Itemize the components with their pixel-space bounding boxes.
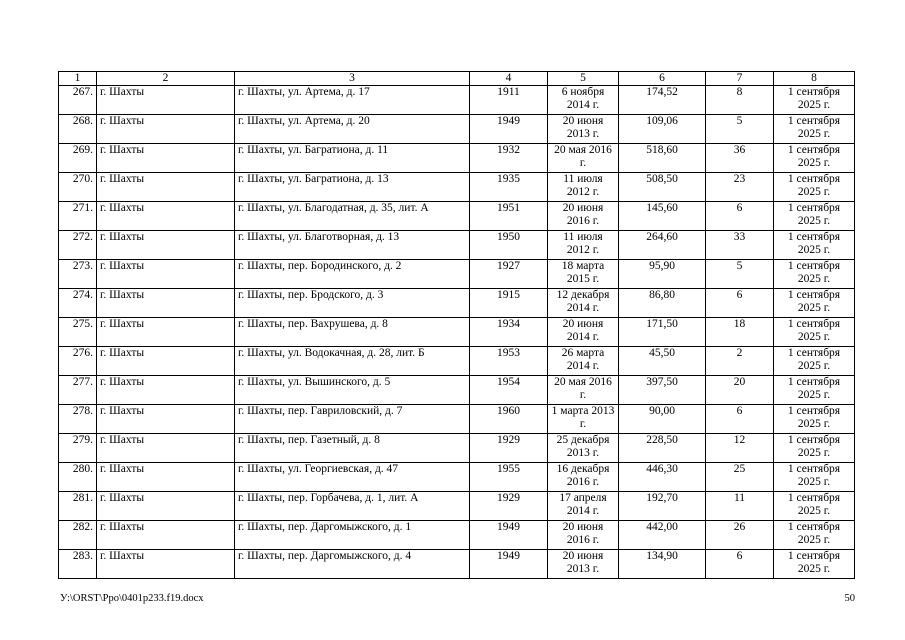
area-cell: 95,90 [619, 260, 706, 289]
city-cell: г. Шахты [97, 405, 235, 434]
city-cell: г. Шахты [97, 492, 235, 521]
table-row [59, 521, 855, 550]
year-cell: 1949 [470, 115, 548, 144]
area-cell: 518,60 [619, 144, 706, 173]
count-cell: 5 [706, 260, 774, 289]
table-header-row [59, 72, 855, 86]
table-row [59, 318, 855, 347]
deadline-cell: 1 сентября 2025 г. [774, 550, 855, 579]
address-cell: г. Шахты, ул. Багратиона, д. 13 [235, 173, 470, 202]
year-cell: 1929 [470, 492, 548, 521]
address-cell: г. Шахты, пер. Бородинского, д. 2 [235, 260, 470, 289]
date-cell: 20 июня 2013 г. [548, 550, 619, 579]
year-cell: 1953 [470, 347, 548, 376]
deadline-cell: 1 сентября 2025 г. [774, 115, 855, 144]
address-cell: г. Шахты, ул. Багратиона, д. 11 [235, 144, 470, 173]
row-number: 274. [59, 289, 97, 318]
year-cell: 1932 [470, 144, 548, 173]
area-cell: 192,70 [619, 492, 706, 521]
table-body [59, 86, 855, 579]
date-cell: 18 марта 2015 г. [548, 260, 619, 289]
deadline-cell: 1 сентября 2025 г. [774, 405, 855, 434]
city-cell: г. Шахты [97, 521, 235, 550]
deadline-cell: 1 сентября 2025 г. [774, 202, 855, 231]
date-cell: 20 июня 2016 г. [548, 521, 619, 550]
year-cell: 1929 [470, 434, 548, 463]
area-cell: 45,50 [619, 347, 706, 376]
table-row [59, 289, 855, 318]
column-header: 5 [548, 72, 619, 86]
date-cell: 20 июня 2016 г. [548, 202, 619, 231]
deadline-cell: 1 сентября 2025 г. [774, 260, 855, 289]
date-cell: 20 мая 2016 г. [548, 144, 619, 173]
city-cell: г. Шахты [97, 376, 235, 405]
table-row [59, 173, 855, 202]
date-cell: 20 июня 2013 г. [548, 115, 619, 144]
city-cell: г. Шахты [97, 347, 235, 376]
row-number: 283. [59, 550, 97, 579]
city-cell: г. Шахты [97, 550, 235, 579]
table-row [59, 405, 855, 434]
deadline-cell: 1 сентября 2025 г. [774, 347, 855, 376]
city-cell: г. Шахты [97, 463, 235, 492]
year-cell: 1955 [470, 463, 548, 492]
city-cell: г. Шахты [97, 231, 235, 260]
deadline-cell: 1 сентября 2025 г. [774, 463, 855, 492]
count-cell: 8 [706, 86, 774, 115]
column-header: 3 [235, 72, 470, 86]
row-number: 281. [59, 492, 97, 521]
deadline-cell: 1 сентября 2025 г. [774, 86, 855, 115]
count-cell: 25 [706, 463, 774, 492]
table-row [59, 115, 855, 144]
city-cell: г. Шахты [97, 434, 235, 463]
row-number: 279. [59, 434, 97, 463]
count-cell: 23 [706, 173, 774, 202]
row-number: 278. [59, 405, 97, 434]
count-cell: 26 [706, 521, 774, 550]
city-cell: г. Шахты [97, 144, 235, 173]
column-header: 4 [470, 72, 548, 86]
area-cell: 171,50 [619, 318, 706, 347]
table-row [59, 202, 855, 231]
deadline-cell: 1 сентября 2025 г. [774, 492, 855, 521]
year-cell: 1934 [470, 318, 548, 347]
year-cell: 1954 [470, 376, 548, 405]
city-cell: г. Шахты [97, 289, 235, 318]
year-cell: 1960 [470, 405, 548, 434]
address-cell: г. Шахты, ул. Георгиевская, д. 47 [235, 463, 470, 492]
row-number: 273. [59, 260, 97, 289]
area-cell: 145,60 [619, 202, 706, 231]
deadline-cell: 1 сентября 2025 г. [774, 144, 855, 173]
address-cell: г. Шахты, ул. Артема, д. 20 [235, 115, 470, 144]
date-cell: 1 марта 2013 г. [548, 405, 619, 434]
city-cell: г. Шахты [97, 173, 235, 202]
area-cell: 264,60 [619, 231, 706, 260]
city-cell: г. Шахты [97, 260, 235, 289]
area-cell: 508,50 [619, 173, 706, 202]
address-cell: г. Шахты, пер. Даргомыжского, д. 4 [235, 550, 470, 579]
date-cell: 26 марта 2014 г. [548, 347, 619, 376]
address-cell: г. Шахты, ул. Артема, д. 17 [235, 86, 470, 115]
area-cell: 446,30 [619, 463, 706, 492]
table-row [59, 86, 855, 115]
year-cell: 1949 [470, 550, 548, 579]
area-cell: 109,06 [619, 115, 706, 144]
count-cell: 5 [706, 115, 774, 144]
address-cell: г. Шахты, ул. Вышинского, д. 5 [235, 376, 470, 405]
row-number: 269. [59, 144, 97, 173]
date-cell: 16 декабря 2016 г. [548, 463, 619, 492]
deadline-cell: 1 сентября 2025 г. [774, 231, 855, 260]
count-cell: 33 [706, 231, 774, 260]
date-cell: 17 апреля 2014 г. [548, 492, 619, 521]
year-cell: 1950 [470, 231, 548, 260]
address-cell: г. Шахты, пер. Вахрушева, д. 8 [235, 318, 470, 347]
address-cell: г. Шахты, пер. Газетный, д. 8 [235, 434, 470, 463]
area-cell: 442,00 [619, 521, 706, 550]
date-cell: 25 декабря 2013 г. [548, 434, 619, 463]
area-cell: 174,52 [619, 86, 706, 115]
count-cell: 11 [706, 492, 774, 521]
count-cell: 12 [706, 434, 774, 463]
deadline-cell: 1 сентября 2025 г. [774, 434, 855, 463]
column-header: 7 [706, 72, 774, 86]
address-cell: г. Шахты, ул. Благодатная, д. 35, лит. А [235, 202, 470, 231]
date-cell: 20 мая 2016 г. [548, 376, 619, 405]
row-number: 272. [59, 231, 97, 260]
row-number: 282. [59, 521, 97, 550]
table-row [59, 144, 855, 173]
row-number: 276. [59, 347, 97, 376]
table-row [59, 231, 855, 260]
table-row [59, 434, 855, 463]
column-header: 8 [774, 72, 855, 86]
row-number: 271. [59, 202, 97, 231]
table-row [59, 347, 855, 376]
date-cell: 20 июня 2014 г. [548, 318, 619, 347]
address-cell: г. Шахты, пер. Даргомыжского, д. 1 [235, 521, 470, 550]
column-header: 6 [619, 72, 706, 86]
table-row [59, 260, 855, 289]
deadline-cell: 1 сентября 2025 г. [774, 521, 855, 550]
deadline-cell: 1 сентября 2025 г. [774, 318, 855, 347]
table-row [59, 550, 855, 579]
register-table [58, 71, 855, 579]
address-cell: г. Шахты, ул. Благотворная, д. 13 [235, 231, 470, 260]
table-row [59, 463, 855, 492]
page-number: 50 [844, 593, 855, 604]
row-number: 268. [59, 115, 97, 144]
count-cell: 36 [706, 144, 774, 173]
row-number: 267. [59, 86, 97, 115]
count-cell: 6 [706, 405, 774, 434]
table-row [59, 492, 855, 521]
area-cell: 228,50 [619, 434, 706, 463]
city-cell: г. Шахты [97, 115, 235, 144]
row-number: 280. [59, 463, 97, 492]
count-cell: 6 [706, 289, 774, 318]
area-cell: 86,80 [619, 289, 706, 318]
area-cell: 90,00 [619, 405, 706, 434]
address-cell: г. Шахты, пер. Бродского, д. 3 [235, 289, 470, 318]
column-header: 1 [59, 72, 97, 86]
area-cell: 134,90 [619, 550, 706, 579]
deadline-cell: 1 сентября 2025 г. [774, 289, 855, 318]
year-cell: 1915 [470, 289, 548, 318]
document-file-path: У:\ORST\Ppo\0401p233.f19.docx [60, 593, 204, 604]
count-cell: 18 [706, 318, 774, 347]
year-cell: 1911 [470, 86, 548, 115]
count-cell: 6 [706, 550, 774, 579]
address-cell: г. Шахты, пер. Горбачева, д. 1, лит. А [235, 492, 470, 521]
row-number: 275. [59, 318, 97, 347]
area-cell: 397,50 [619, 376, 706, 405]
address-cell: г. Шахты, пер. Гавриловский, д. 7 [235, 405, 470, 434]
row-number: 277. [59, 376, 97, 405]
count-cell: 2 [706, 347, 774, 376]
year-cell: 1951 [470, 202, 548, 231]
deadline-cell: 1 сентября 2025 г. [774, 173, 855, 202]
year-cell: 1927 [470, 260, 548, 289]
deadline-cell: 1 сентября 2025 г. [774, 376, 855, 405]
year-cell: 1949 [470, 521, 548, 550]
count-cell: 20 [706, 376, 774, 405]
column-header: 2 [97, 72, 235, 86]
city-cell: г. Шахты [97, 318, 235, 347]
table-row [59, 376, 855, 405]
year-cell: 1935 [470, 173, 548, 202]
date-cell: 12 декабря 2014 г. [548, 289, 619, 318]
date-cell: 6 ноября 2014 г. [548, 86, 619, 115]
city-cell: г. Шахты [97, 202, 235, 231]
row-number: 270. [59, 173, 97, 202]
count-cell: 6 [706, 202, 774, 231]
date-cell: 11 июля 2012 г. [548, 173, 619, 202]
date-cell: 11 июля 2012 г. [548, 231, 619, 260]
city-cell: г. Шахты [97, 86, 235, 115]
address-cell: г. Шахты, ул. Водокачная, д. 28, лит. Б [235, 347, 470, 376]
